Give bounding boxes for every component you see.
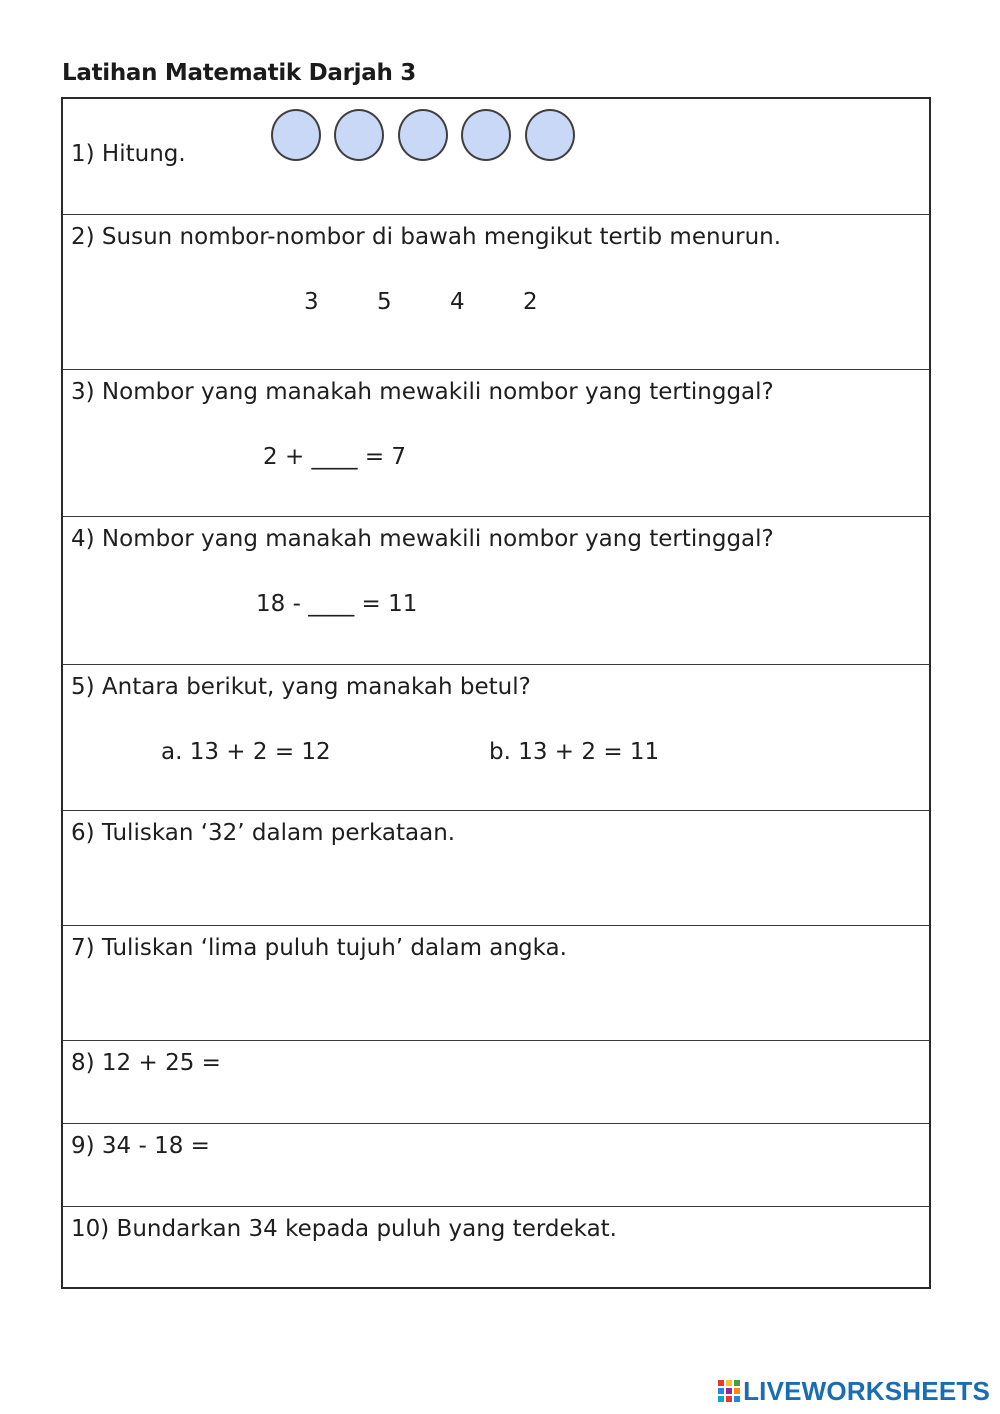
brand-label: LIVEWORKSHEETS xyxy=(743,1375,990,1406)
question-4-text: 4) Nombor yang manakah mewakili nombor yang tertinggal? xyxy=(71,526,774,552)
option-b[interactable]: b. 13 + 2 = 11 xyxy=(489,739,660,765)
option-a[interactable]: a. 13 + 2 = 12 xyxy=(161,739,331,765)
question-row-7 xyxy=(63,926,929,1041)
question-3-equation: 2 + ____ = 7 xyxy=(263,444,407,470)
counting-circle-icon xyxy=(334,109,384,161)
sort-number: 5 xyxy=(377,289,392,315)
question-4-equation: 18 - ____ = 11 xyxy=(256,591,418,617)
question-9-text: 9) 34 - 18 = xyxy=(71,1133,210,1159)
liveworksheets-brand xyxy=(717,1376,990,1406)
question-row-8 xyxy=(63,1041,929,1124)
worksheet-title: Latihan Matematik Darjah 3 xyxy=(62,60,416,86)
question-7-text: 7) Tuliskan ‘lima puluh tujuh’ dalam angka. xyxy=(71,935,567,961)
question-row-1 xyxy=(63,99,929,215)
question-row-9 xyxy=(63,1124,929,1207)
question-row-3 xyxy=(63,370,929,517)
sort-number: 3 xyxy=(304,289,319,315)
liveworksheets-logo-icon xyxy=(717,1379,741,1403)
sort-number: 4 xyxy=(450,289,465,315)
question-8-text: 8) 12 + 25 = xyxy=(71,1050,221,1076)
counting-circle-icon xyxy=(398,109,448,161)
question-row-2 xyxy=(63,215,929,370)
question-row-6 xyxy=(63,811,929,926)
counting-circle-icon xyxy=(461,109,511,161)
question-3-text: 3) Nombor yang manakah mewakili nombor yang tertinggal? xyxy=(71,379,774,405)
question-table xyxy=(61,97,931,1289)
question-6-text: 6) Tuliskan ‘32’ dalam perkataan. xyxy=(71,820,456,846)
question-row-5 xyxy=(63,665,929,811)
question-1-text: 1) Hitung. xyxy=(71,141,186,167)
question-10-text: 10) Bundarkan 34 kepada puluh yang terdekat. xyxy=(71,1216,617,1242)
question-row-4 xyxy=(63,517,929,665)
question-2-text: 2) Susun nombor-nombor di bawah mengikut tertib menurun. xyxy=(71,224,782,250)
counting-circle-icon xyxy=(271,109,321,161)
counting-circle-icon xyxy=(525,109,575,161)
question-5-text: 5) Antara berikut, yang manakah betul? xyxy=(71,674,531,700)
question-row-10 xyxy=(63,1207,929,1289)
sort-number: 2 xyxy=(523,289,538,315)
